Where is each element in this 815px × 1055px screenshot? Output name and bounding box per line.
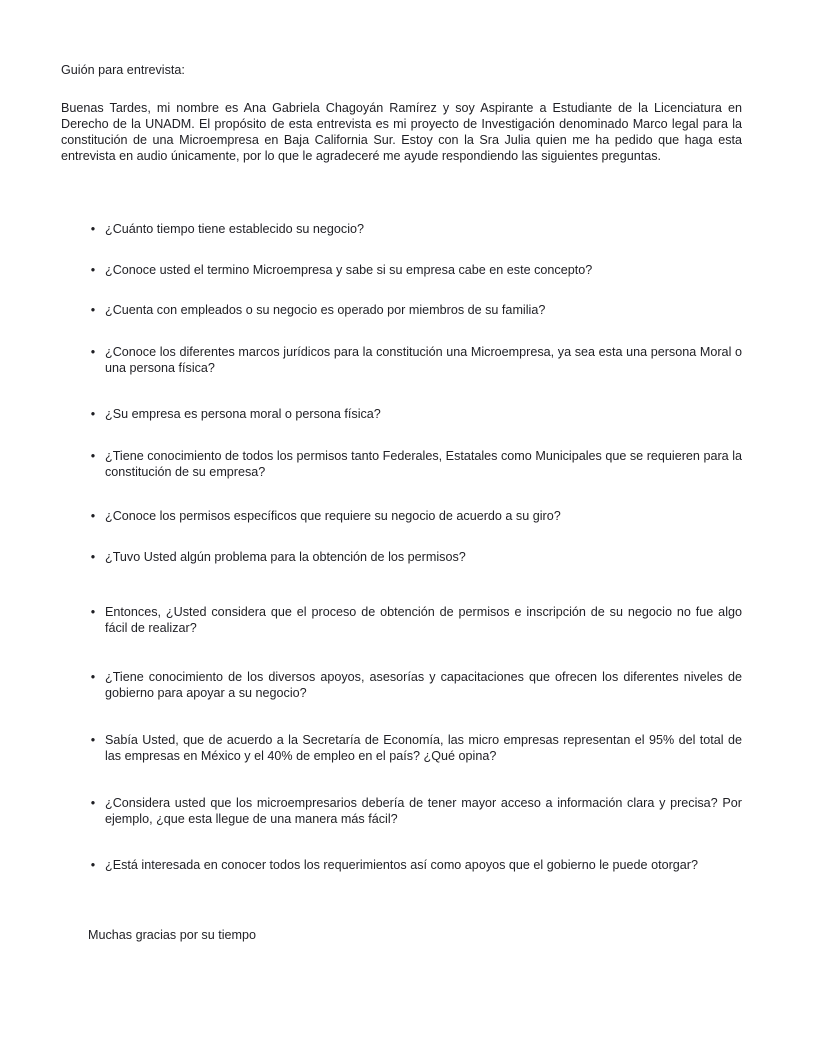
question-text: ¿Su empresa es persona moral o persona física? (105, 407, 381, 421)
question-item (88, 262, 742, 278)
question-item (88, 508, 742, 524)
bullet-icon: • (90, 449, 96, 463)
bullet-icon: • (90, 858, 96, 872)
question-item (88, 302, 742, 318)
question-item (88, 732, 742, 764)
question-text: ¿Conoce usted el termino Microempresa y sabe si su empresa cabe en este concepto? (105, 263, 593, 277)
question-text: ¿Está interesada en conocer todos los requerimientos así como apoyos que el gobierno le puede otorgar? (105, 858, 698, 872)
bullet-icon: • (90, 605, 96, 619)
question-text: ¿Considera usted que los microempresarios debería de tener mayor acceso a información clara y precisa? Por ejemplo, ¿que esta llegue de una manera más fácil? (105, 796, 742, 826)
bullet-icon: • (90, 733, 96, 747)
question-text: ¿Cuenta con empleados o su negocio es operado por miembros de su familia? (105, 303, 546, 317)
question-item (88, 549, 742, 565)
question-text: ¿Conoce los permisos específicos que requiere su negocio de acuerdo a su giro? (105, 509, 561, 523)
question-item (88, 221, 742, 237)
question-item (88, 604, 742, 636)
closing-line: Muchas gracias por su tiempo (88, 928, 256, 942)
question-text: ¿Tuvo Usted algún problema para la obtención de los permisos? (105, 550, 466, 564)
question-text: ¿Tiene conocimiento de los diversos apoyos, asesorías y capacitaciones que ofrecen los diferentes niveles de gobierno para apoyar a su negocio? (105, 670, 742, 700)
question-item (88, 857, 742, 873)
bullet-icon: • (90, 222, 96, 236)
bullet-icon: • (90, 509, 96, 523)
intro-paragraph: Buenas Tardes, mi nombre es Ana Gabriela Chagoyán Ramírez y soy Aspirante a Estudiante de la Licenciatura en Derecho de la UNADM. El propósito de esta entrevista es mi proyecto de Investigación denominado Marco legal para la constitución de una Microempresa en Baja California Sur. Estoy con la Sra Julia quien me ha pedido que haga esta entrevista en audio únicamente, por lo que le agradeceré me ayude respondiendo las siguientes preguntas. (61, 101, 742, 163)
bullet-icon: • (90, 550, 96, 564)
bullet-icon: • (90, 345, 96, 359)
bullet-icon: • (90, 670, 96, 684)
bullet-icon: • (90, 407, 96, 421)
bullet-icon: • (90, 303, 96, 317)
bullet-icon: • (90, 263, 96, 277)
question-item (88, 344, 742, 376)
question-text: ¿Tiene conocimiento de todos los permisos tanto Federales, Estatales como Municipales que se requieren para la constitución de su empresa? (105, 449, 742, 479)
question-text: ¿Conoce los diferentes marcos jurídicos para la constitución una Microempresa, ya sea esta una persona Moral o una persona física? (105, 345, 742, 375)
question-text: Sabía Usted, que de acuerdo a la Secretaría de Economía, las micro empresas representan el 95% del total de las empresas en México y el 40% de empleo en el país? ¿Qué opina? (105, 733, 742, 763)
question-item (88, 406, 742, 422)
question-item (88, 448, 742, 480)
question-text: Entonces, ¿Usted considera que el proceso de obtención de permisos e inscripción de su negocio no fue algo fácil de realizar? (105, 605, 742, 635)
question-item (88, 795, 742, 827)
question-text: ¿Cuánto tiempo tiene establecido su negocio? (105, 222, 365, 236)
question-item (88, 669, 742, 701)
document-title: Guión para entrevista: (61, 63, 185, 77)
bullet-icon: • (90, 796, 96, 810)
